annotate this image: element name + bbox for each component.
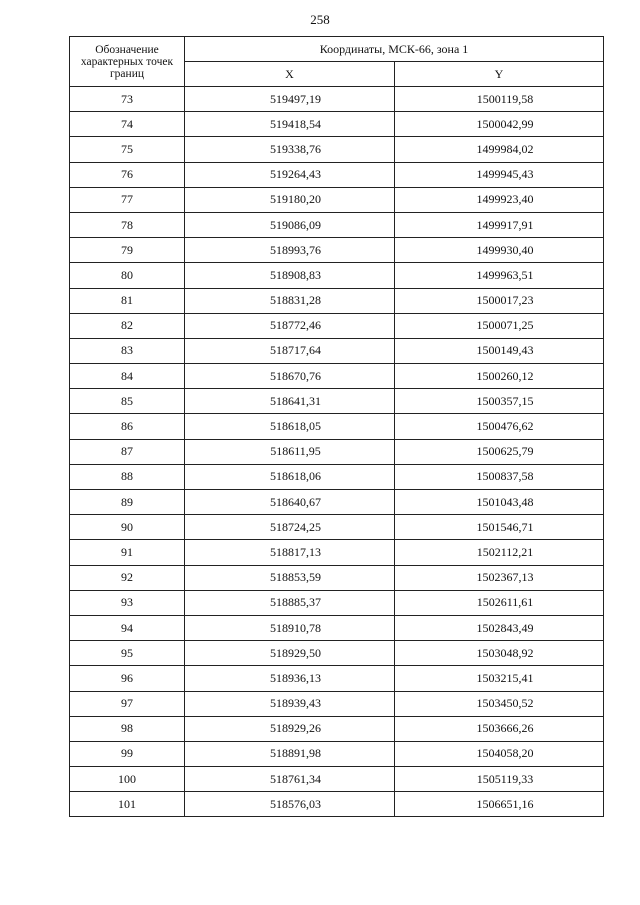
point-number-cell: 86 xyxy=(70,414,185,439)
y-coordinate-cell: 1503048,92 xyxy=(395,641,604,666)
point-number-cell: 93 xyxy=(70,590,185,615)
x-coordinate-cell: 518891,98 xyxy=(185,741,395,766)
x-coordinate-cell: 518670,76 xyxy=(185,364,395,389)
x-coordinate-cell: 519264,43 xyxy=(185,162,395,187)
table-row xyxy=(70,464,604,489)
x-coordinate-cell: 518831,28 xyxy=(185,288,395,313)
page-number: 258 xyxy=(310,12,330,27)
x-coordinate-cell: 518717,64 xyxy=(185,338,395,363)
coordinates-table xyxy=(69,36,604,817)
x-coordinate-cell: 518724,25 xyxy=(185,515,395,540)
y-coordinate-cell: 1500149,43 xyxy=(395,338,604,363)
table-row xyxy=(70,137,604,162)
y-coordinate-cell: 1501546,71 xyxy=(395,515,604,540)
point-number-cell: 95 xyxy=(70,641,185,666)
y-coordinate-cell: 1503666,26 xyxy=(395,716,604,741)
x-coordinate-cell: 518618,06 xyxy=(185,464,395,489)
y-coordinate-cell: 1502611,61 xyxy=(395,590,604,615)
x-coordinate-cell: 518908,83 xyxy=(185,263,395,288)
x-coordinate-cell: 518641,31 xyxy=(185,389,395,414)
x-coordinate-cell: 518885,37 xyxy=(185,590,395,615)
table-row xyxy=(70,515,604,540)
table-row xyxy=(70,364,604,389)
point-number-cell: 74 xyxy=(70,112,185,137)
x-coordinate-cell: 518993,76 xyxy=(185,238,395,263)
y-coordinate-cell: 1501043,48 xyxy=(395,490,604,515)
y-coordinate-cell: 1505119,33 xyxy=(395,767,604,792)
y-coordinate-cell: 1499923,40 xyxy=(395,187,604,212)
point-number-cell: 100 xyxy=(70,767,185,792)
x-coordinate-cell: 518929,26 xyxy=(185,716,395,741)
point-number-cell: 91 xyxy=(70,540,185,565)
table-row xyxy=(70,238,604,263)
y-coordinate-cell: 1500837,58 xyxy=(395,464,604,489)
y-coordinate-cell: 1504058,20 xyxy=(395,741,604,766)
point-number-cell: 76 xyxy=(70,162,185,187)
y-coordinate-cell: 1506651,16 xyxy=(395,792,604,817)
point-number-cell: 85 xyxy=(70,389,185,414)
table-row xyxy=(70,414,604,439)
x-coordinate-cell: 518772,46 xyxy=(185,313,395,338)
point-number-cell: 98 xyxy=(70,716,185,741)
y-coordinate-cell: 1500625,79 xyxy=(395,439,604,464)
x-coordinate-cell: 518939,43 xyxy=(185,691,395,716)
table-row xyxy=(70,615,604,640)
x-column-header: X xyxy=(185,62,395,87)
table-row xyxy=(70,162,604,187)
y-coordinate-cell: 1500071,25 xyxy=(395,313,604,338)
table-row xyxy=(70,691,604,716)
table-row xyxy=(70,767,604,792)
y-column-header: Y xyxy=(395,62,604,87)
table-row xyxy=(70,741,604,766)
y-coordinate-cell: 1499917,91 xyxy=(395,212,604,237)
point-number-cell: 96 xyxy=(70,666,185,691)
y-coordinate-cell: 1499963,51 xyxy=(395,263,604,288)
table-row xyxy=(70,641,604,666)
table-row xyxy=(70,590,604,615)
table-row xyxy=(70,666,604,691)
y-coordinate-cell: 1500357,15 xyxy=(395,389,604,414)
coordinates-system-header: Координаты, МСК-66, зона 1 xyxy=(185,37,604,62)
point-number-cell: 90 xyxy=(70,515,185,540)
point-number-cell: 101 xyxy=(70,792,185,817)
x-coordinate-cell: 518611,95 xyxy=(185,439,395,464)
table-row xyxy=(70,439,604,464)
table-header-row xyxy=(70,37,604,62)
x-coordinate-cell: 519497,19 xyxy=(185,87,395,112)
point-number-cell: 99 xyxy=(70,741,185,766)
point-number-cell: 82 xyxy=(70,313,185,338)
point-number-cell: 87 xyxy=(70,439,185,464)
table-row xyxy=(70,187,604,212)
x-coordinate-cell: 518853,59 xyxy=(185,565,395,590)
table-row xyxy=(70,389,604,414)
table-row xyxy=(70,212,604,237)
y-coordinate-cell: 1500017,23 xyxy=(395,288,604,313)
y-coordinate-cell: 1499930,40 xyxy=(395,238,604,263)
point-number-cell: 81 xyxy=(70,288,185,313)
point-number-cell: 83 xyxy=(70,338,185,363)
table-row xyxy=(70,338,604,363)
point-number-cell: 94 xyxy=(70,615,185,640)
point-number-cell: 97 xyxy=(70,691,185,716)
table-row xyxy=(70,716,604,741)
table-row xyxy=(70,792,604,817)
point-number-cell: 84 xyxy=(70,364,185,389)
x-coordinate-cell: 518929,50 xyxy=(185,641,395,666)
x-coordinate-cell: 518817,13 xyxy=(185,540,395,565)
point-designation-header: Обозначение характерных точек границ xyxy=(70,37,185,87)
y-coordinate-cell: 1503215,41 xyxy=(395,666,604,691)
y-coordinate-cell: 1499984,02 xyxy=(395,137,604,162)
y-coordinate-cell: 1502112,21 xyxy=(395,540,604,565)
x-coordinate-cell: 518576,03 xyxy=(185,792,395,817)
table-row xyxy=(70,565,604,590)
point-number-cell: 89 xyxy=(70,490,185,515)
y-coordinate-cell: 1503450,52 xyxy=(395,691,604,716)
x-coordinate-cell: 518936,13 xyxy=(185,666,395,691)
y-coordinate-cell: 1500260,12 xyxy=(395,364,604,389)
y-coordinate-cell: 1499945,43 xyxy=(395,162,604,187)
table-row xyxy=(70,87,604,112)
x-coordinate-cell: 519180,20 xyxy=(185,187,395,212)
y-coordinate-cell: 1502843,49 xyxy=(395,615,604,640)
x-coordinate-cell: 518761,34 xyxy=(185,767,395,792)
y-coordinate-cell: 1500476,62 xyxy=(395,414,604,439)
x-coordinate-cell: 519418,54 xyxy=(185,112,395,137)
x-coordinate-cell: 519086,09 xyxy=(185,212,395,237)
table-row xyxy=(70,540,604,565)
point-number-cell: 77 xyxy=(70,187,185,212)
y-coordinate-cell: 1500119,58 xyxy=(395,87,604,112)
point-number-cell: 75 xyxy=(70,137,185,162)
table-row xyxy=(70,288,604,313)
y-coordinate-cell: 1502367,13 xyxy=(395,565,604,590)
x-coordinate-cell: 519338,76 xyxy=(185,137,395,162)
point-number-cell: 79 xyxy=(70,238,185,263)
y-coordinate-cell: 1500042,99 xyxy=(395,112,604,137)
point-number-cell: 92 xyxy=(70,565,185,590)
point-number-cell: 78 xyxy=(70,212,185,237)
x-coordinate-cell: 518618,05 xyxy=(185,414,395,439)
table-row xyxy=(70,112,604,137)
x-coordinate-cell: 518910,78 xyxy=(185,615,395,640)
table-row xyxy=(70,263,604,288)
table-body xyxy=(70,87,604,817)
table-row xyxy=(70,313,604,338)
x-coordinate-cell: 518640,67 xyxy=(185,490,395,515)
point-number-cell: 80 xyxy=(70,263,185,288)
table-row xyxy=(70,490,604,515)
point-number-cell: 88 xyxy=(70,464,185,489)
point-number-cell: 73 xyxy=(70,87,185,112)
